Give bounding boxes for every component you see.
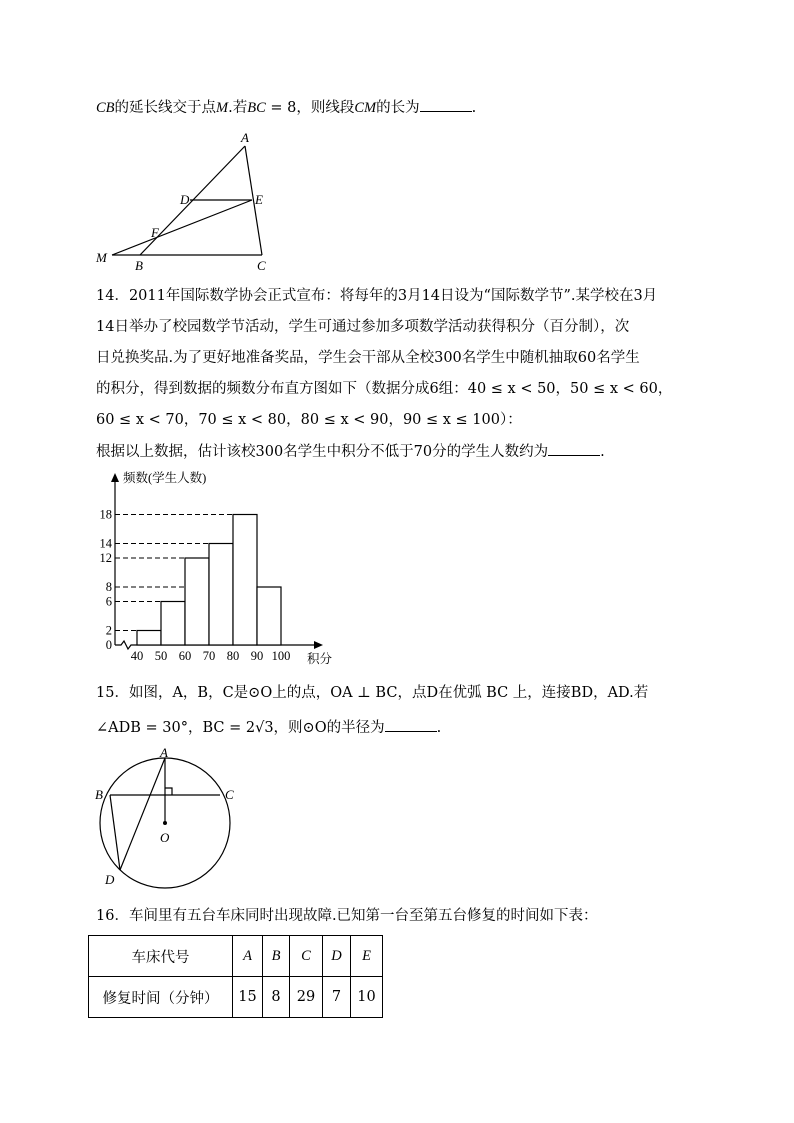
q14-line-6 [96, 441, 605, 462]
q14-end: . [600, 444, 605, 460]
q15-line-2 [96, 717, 441, 738]
table-cell: 15 [233, 977, 263, 1018]
q13-segment: CB [96, 100, 115, 116]
q13-segment: BC [247, 100, 266, 116]
label-D: D [105, 872, 115, 887]
x-tick-label: 60 [178, 649, 192, 663]
q14-line-4: 的积分，得到数据的频数分布直方图如下（数据分成6组：40 ≤ x < 50，50 ≤ x < 60， [96, 381, 673, 397]
x-tick-label: 40 [130, 649, 144, 663]
q14-line-2: 14日举办了校园数学节活动，学生可通过参加多项数学活动获得积分（百分制），次 [96, 319, 630, 335]
table-cell: C [290, 936, 323, 977]
row-label-code: 车床代号 [89, 936, 233, 977]
q15-end: . [436, 720, 442, 736]
y-tick-label: 14 [99, 536, 112, 551]
x-tick-label: 70 [202, 649, 216, 663]
answer-blank [385, 717, 437, 732]
q13-segment: 的延长线交于点 [114, 100, 217, 116]
label-B: B [95, 787, 103, 802]
table-cell: D [323, 936, 351, 977]
y-tick-label: 18 [99, 507, 112, 522]
answer-blank [548, 441, 600, 456]
q16-text: 16．车间里有五台车床同时出现故障.已知第一台至第五台修复的时间如下表： [96, 908, 598, 924]
histogram-bar [137, 631, 161, 646]
x-tick-label: 100 [271, 649, 291, 663]
table-cell: 29 [290, 977, 323, 1018]
histogram-bar [233, 515, 257, 646]
histogram-bar [257, 587, 281, 645]
table-row [89, 936, 383, 977]
q13-segment: M [216, 100, 229, 116]
y-tick-label: 12 [99, 551, 112, 565]
label-B: B [135, 258, 143, 273]
y-axis-label: 频数(学生人数) [123, 471, 207, 485]
q15-line-2-text: ∠ADB = 30°，BC = 2√3，则⊙O的半径为 [96, 720, 385, 736]
q13-end: . [471, 100, 477, 116]
table-cell: E [351, 936, 383, 977]
table-cell: B [263, 936, 290, 977]
repair-time-table [88, 935, 383, 1018]
x-axis-arrow [314, 641, 323, 649]
y-tick-label: 8 [105, 580, 112, 594]
label-A: A [160, 745, 168, 760]
histogram-bar [209, 544, 233, 646]
table-cell: 10 [351, 977, 383, 1018]
center-point [163, 821, 167, 825]
histogram-bar [185, 558, 209, 645]
label-C: C [257, 258, 266, 273]
table-cell: A [233, 936, 263, 977]
q15-circle-figure [92, 745, 252, 895]
y-tick-label: 6 [105, 594, 112, 609]
q14-line-5: 60 ≤ x < 70，70 ≤ x < 80，80 ≤ x < 90，90 ≤ x ≤ 100）： [96, 412, 522, 428]
q13-segment: .若 [228, 100, 248, 116]
label-M: M [96, 250, 107, 265]
label-O: O [160, 830, 170, 845]
label-A: A [241, 130, 249, 145]
q14-line-3: 日兑换奖品.为了更好地准备奖品，学生会干部从全校300名学生中随机抽取60名学生 [96, 350, 640, 366]
histogram-bar [161, 602, 185, 646]
table-cell: 7 [323, 977, 351, 1018]
q13-text-line [96, 97, 476, 118]
x-axis-label: 积分 [307, 652, 333, 666]
q13-segment: = 8，则线段 [265, 100, 355, 116]
x-tick-label: 50 [154, 649, 168, 663]
q13-triangle-figure [90, 128, 280, 278]
label-E: E [255, 192, 263, 207]
label-D: D [180, 192, 190, 207]
q13-segment: CM [354, 100, 377, 116]
x-tick-label: 90 [250, 649, 264, 663]
y-axis-arrow [111, 473, 119, 482]
q14-line-1: 14．2011年国际数学协会正式宣布：将每年的3月14日设为“国际数学节”.某学校在3月 [96, 288, 658, 304]
q13-segment: 的长为 [376, 100, 420, 116]
label-F: F [151, 225, 159, 240]
x-tick-label: 80 [226, 649, 240, 663]
q15-line-1: 15．如图，A，B，C是⊙O上的点，OA ⊥ BC，点D在优弧 BC 上，连接BD，AD.若 [96, 685, 649, 701]
table-row [89, 977, 383, 1018]
y-tick-label: 2 [105, 623, 112, 638]
row-label-time: 修复时间（分钟） [89, 977, 233, 1018]
answer-blank [420, 97, 472, 112]
label-C: C [225, 787, 234, 802]
table-cell: 8 [263, 977, 290, 1018]
histogram-chart [95, 465, 355, 670]
y-tick-label: 0 [105, 638, 112, 652]
q14-line-6-text: 根据以上数据，估计该校300名学生中积分不低于70分的学生人数约为 [96, 444, 549, 460]
